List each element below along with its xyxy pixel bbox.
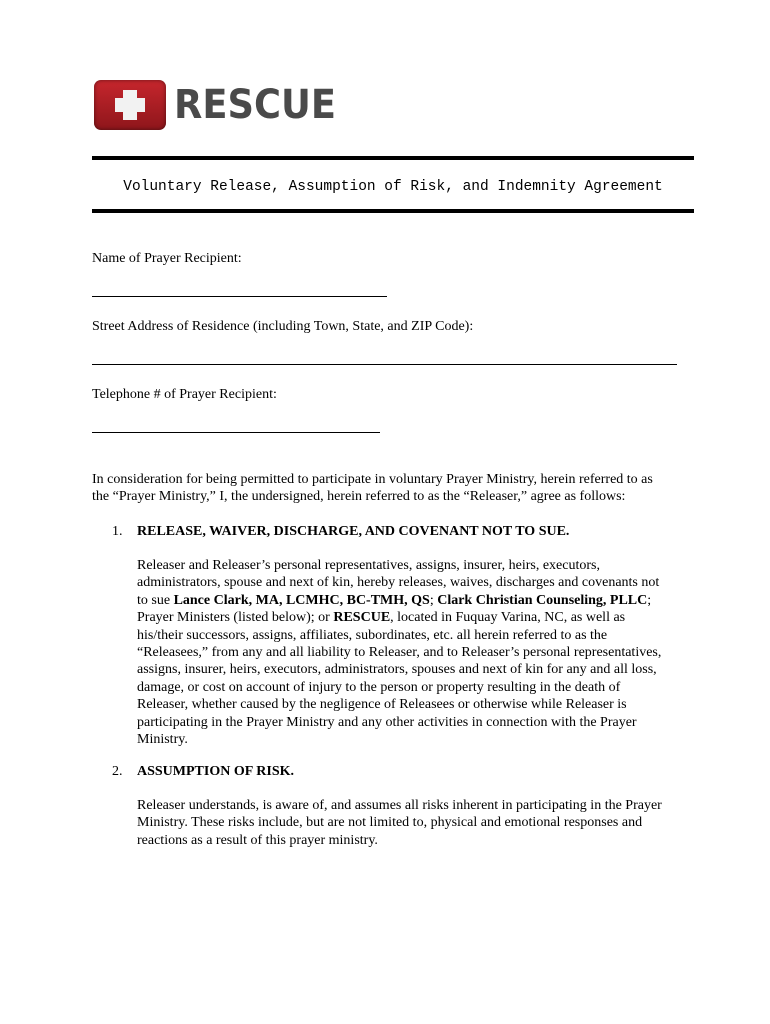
document-title: Voluntary Release, Assumption of Risk, and Indemnity Agreement <box>123 179 663 195</box>
line-text: to sue <box>137 592 174 608</box>
line-text: ; <box>429 592 438 608</box>
paragraph-line: Ministry. <box>137 732 188 748</box>
line-text: , located in Fuquay Varina, NC, as well as <box>390 610 626 626</box>
phone-blank-line[interactable] <box>92 432 380 433</box>
address-blank-line[interactable] <box>92 364 677 365</box>
logo-wordmark: RESCUE <box>174 82 337 128</box>
releasee-name: Lance Clark, MA, LCMHC, BC-TMH, QS <box>173 592 430 608</box>
releasee-organization: RESCUE <box>333 610 391 626</box>
paragraph-line <box>137 609 699 626</box>
release-paragraph <box>137 557 699 748</box>
paragraph-line: Releaser and Releaser’s personal representatives, assigns, insurer, heirs, executors, <box>137 558 600 573</box>
address-label: Street Address of Residence (including Town, State, and ZIP Code): <box>92 319 474 334</box>
paragraph-line: “Releasees,” from any and all liability to Releaser, and to Releaser’s personal representatives, <box>137 645 662 661</box>
name-blank-line[interactable] <box>92 296 387 297</box>
paragraph-line <box>137 592 699 609</box>
intro-paragraph <box>92 471 692 506</box>
intro-line: the “Prayer Ministry,” I, the undersigned, herein referred to as the “Releaser,” agree as follows: <box>92 489 626 505</box>
paragraph-line: administrators, spouse and next of kin, hereby releases, waives, discharges and covenants not <box>137 575 660 591</box>
assumption-paragraph <box>137 797 699 849</box>
phone-label: Telephone # of Prayer Recipient: <box>92 387 277 402</box>
rescue-logo <box>94 80 350 130</box>
title-top-rule <box>92 156 694 160</box>
paragraph-line: Ministry. These risks include, but are not limited to, physical and emotional responses and <box>137 815 643 831</box>
section-number: 2. <box>112 764 123 779</box>
line-text: ; <box>647 592 652 608</box>
section-heading-release: RELEASE, WAIVER, DISCHARGE, AND COVENANT NOT TO SUE. <box>137 524 570 539</box>
paragraph-line: damage, or cost on account of injury to the person or property resulting in the death of <box>137 679 621 695</box>
paragraph-line: assigns, insurer, heirs, executors, administrators, spouses and next of kin for any and all loss, <box>137 662 657 678</box>
paragraph-line: his/their successors, assigns, affiliates, subordinates, etc. all herein referred to as the <box>137 627 608 643</box>
medical-cross-icon <box>94 80 166 130</box>
paragraph-line: Releaser understands, is aware of, and assumes all risks inherent in participating in the Prayer <box>137 798 662 813</box>
releasee-company: Clark Christian Counseling, PLLC <box>437 592 648 608</box>
paragraph-line: reactions as a result of this prayer ministry. <box>137 832 378 848</box>
intro-line: In consideration for being permitted to participate in voluntary Prayer Ministry, herein referred to as <box>92 472 653 487</box>
section-number: 1. <box>112 524 123 539</box>
title-bottom-rule <box>92 209 694 213</box>
name-label: Name of Prayer Recipient: <box>92 251 242 266</box>
paragraph-line: Releaser, whether caused by the negligence of Releasees or otherwise while Releaser is <box>137 697 627 713</box>
line-text: Prayer Ministers (listed below); or <box>137 610 334 626</box>
section-heading-assumption: ASSUMPTION OF RISK. <box>137 764 295 779</box>
paragraph-line: participating in the Prayer Ministry and any other activities in connection with the Prayer <box>137 714 637 730</box>
